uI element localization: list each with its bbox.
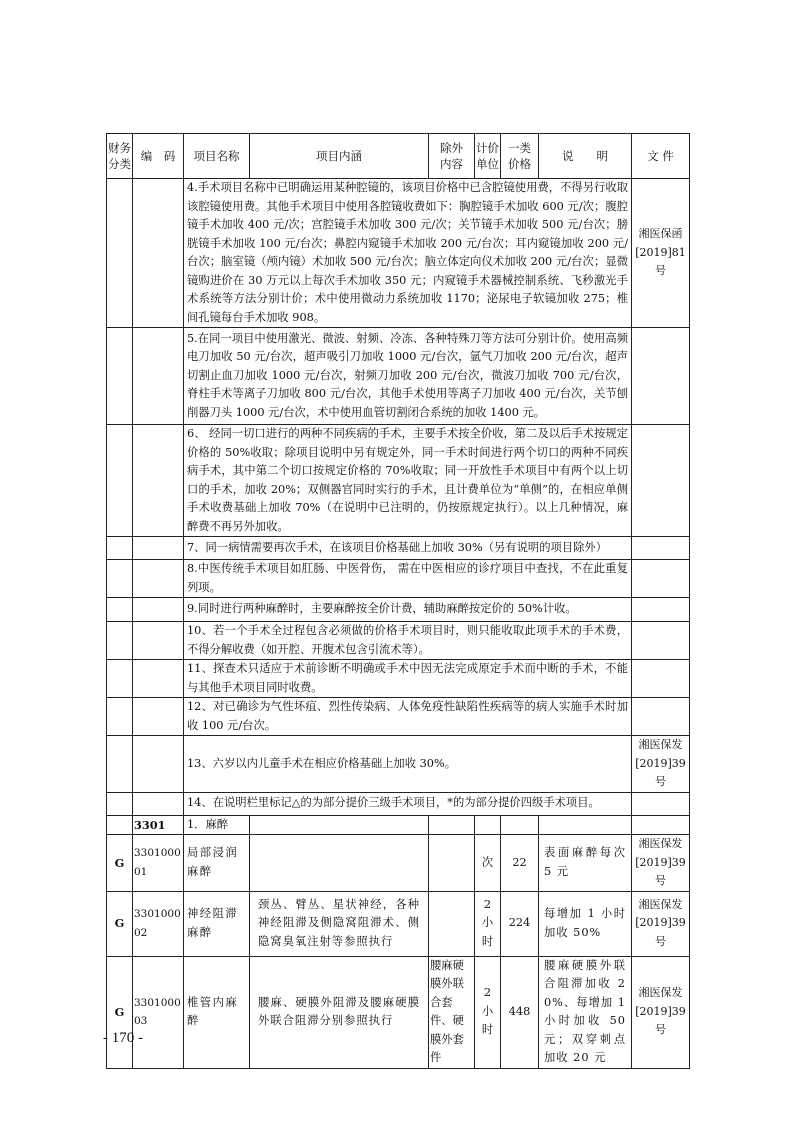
- item-code: 330100002: [133, 891, 184, 956]
- note-file: [632, 537, 690, 560]
- item-price: 224: [501, 891, 539, 956]
- note-text: 8.中医传统手术项目如肛肠、中医骨伤， 需在中医相应的诊疗项目中查找，不在此重复列项。: [184, 560, 632, 598]
- item-exclude: [429, 891, 475, 956]
- item-unit: 次: [475, 835, 501, 892]
- note-row: [107, 179, 690, 328]
- note-file: [632, 698, 690, 736]
- item-desc: 每增加 1 小时加收 50%: [539, 891, 632, 956]
- section-code: 3301: [133, 815, 184, 835]
- item-name: 局部浸润麻醉: [184, 835, 250, 892]
- table-row: [107, 956, 690, 1068]
- item-unit: 2 小时: [475, 891, 501, 956]
- header-cell: 文 件: [632, 134, 690, 179]
- price-table: [106, 133, 690, 1069]
- note-file: [632, 622, 690, 660]
- item-file: 湘医保发[2019]39号: [632, 835, 690, 892]
- header-cell: 项目名称: [184, 134, 250, 179]
- item-content: 腰麻、硬膜外阻滞及腰麻硬膜外联合阻滞分别参照执行: [250, 956, 429, 1068]
- section-row: [107, 815, 690, 835]
- item-content: [250, 835, 429, 892]
- note-text: 10、若一个手术全过程包含必须做的价格手术项目时，则只能收取此项手术的手术费，不得分解收费（如开腔、开腹术包含引流术等）。: [184, 622, 632, 660]
- note-row: [107, 560, 690, 598]
- note-row: [107, 792, 690, 815]
- note-text: 6、 经同一切口进行的两种不同疾病的手术，主要手术按全价收，第二及以后手术按规定价格的 50%收取；除项目说明中另有规定外，同一手术时间进行两个切口的两种不同疾病手术，其中第二个切口按规定价格的 70%收取；同一开放性手术项目中有两个以上切口的手术，加收 20%；双侧器官同时实行的手术，且计费单位为“单侧”的，在相应单侧手术收费基础上加收 70%（在说明中已注明的，仍按原规定执行）。以上几种情况，麻醉费不再另外加收。: [184, 425, 632, 537]
- table-header: [107, 134, 690, 179]
- note-file: [632, 328, 690, 425]
- note-row: [107, 736, 690, 793]
- table-row: [107, 835, 690, 892]
- note-file: [632, 425, 690, 537]
- item-name: 椎管内麻醉: [184, 956, 250, 1068]
- note-text: 14、在说明栏里标记△的为部分提价三级手术项目，*的为部分提价四级手术项目。: [184, 792, 632, 815]
- table-row: [107, 891, 690, 956]
- item-price: 22: [501, 835, 539, 892]
- note-file: 湘医保函[2019]81号: [632, 179, 690, 328]
- item-name: 神经阻滞麻醉: [184, 891, 250, 956]
- item-exclude: 腰麻硬膜外联合套件、硬膜外套件: [429, 956, 475, 1068]
- item-unit: 2 小时: [475, 956, 501, 1068]
- item-content: 颈丛、臂丛、星状神经，各种神经阻滞及侧隐窝阻滞术、侧隐窝臭氧注射等参照执行: [250, 891, 429, 956]
- item-file: 湘医保发[2019]39号: [632, 891, 690, 956]
- header-cell: 编 码: [133, 134, 184, 179]
- item-file: 湘医保发[2019]39号: [632, 956, 690, 1068]
- header-cell: 一类 价格: [501, 134, 539, 179]
- item-code: 330100001: [133, 835, 184, 892]
- note-file: [632, 598, 690, 622]
- item-price: 448: [501, 956, 539, 1068]
- item-exclude: [429, 835, 475, 892]
- item-desc: 表面麻醉每次 5 元: [539, 835, 632, 892]
- note-row: [107, 425, 690, 537]
- note-text: 4.手术项目名称中已明确运用某种腔镜的，该项目价格中已含腔镜使用费，不得另行收取该腔镜使用费。其他手术项目中使用各腔镜收费如下：胸腔镜手术加收 600 元/次；腹腔镜手术加收 400 元/次；宫腔镜手术加收 300 元/次；关节镜手术加收 500 元/台次；膀胱镜手术加收 100 元/台次；鼻腔内窥镜手术加收 200 元/台次；耳内窥镜加收 200 元/台次；脑室镜（颅内镜）术加收 500 元/台次；脑立体定向仪术加收 200 元/台次；显微镜购进价在 30 万元以上每次手术加收 350 元；内窥镜手术器械控制系统、飞秒激光手术系统等方法分别计价；术中使用微动力系统加收 1170；泌尿电子软镜加收 275；椎间孔镜每台手术加收 908。: [184, 179, 632, 328]
- note-row: [107, 622, 690, 660]
- note-file: [632, 560, 690, 598]
- note-text: 9.同时进行两种麻醉时，主要麻醉按全价计费，辅助麻醉按定价的 50%计收。: [184, 598, 632, 622]
- note-text: 12、对已确诊为气性坏疽、烈性传染病、人体免疫性缺陷性疾病等的病人实施手术时加收 100 元/台次。: [184, 698, 632, 736]
- header-cell: 计价 单位: [475, 134, 501, 179]
- section-name: 1．麻醉: [184, 815, 250, 835]
- note-file: [632, 792, 690, 815]
- note-row: [107, 537, 690, 560]
- header-cell: 除外 内容: [429, 134, 475, 179]
- header-cell: 项目内涵: [250, 134, 429, 179]
- item-desc: 腰麻硬膜外联合阻滞加收 20%、每增加 1 小时加收 50 元；双穿刺点加收 20 元: [539, 956, 632, 1068]
- note-row: [107, 328, 690, 425]
- category: G: [107, 835, 133, 892]
- note-row: [107, 660, 690, 698]
- category: G: [107, 956, 133, 1068]
- item-code: 330100003: [133, 956, 184, 1068]
- note-row: [107, 598, 690, 622]
- note-text: 11、探查术只适应于术前诊断不明确或手术中因无法完成原定手术而中断的手术，不能与其他手术项目同时收费。: [184, 660, 632, 698]
- note-text: 5.在同一项目中使用激光、微波、射频、冷冻、各种特殊刀等方法可分别计价。使用高频电刀加收 50 元/台次，超声吸引刀加收 1000 元/台次，氩气刀加收 200 元/台次，超声切割止血刀加收 1000 元/台次，射频刀加收 200 元/台次，微波刀加收 700 元/台次，脊柱手术等离子刀加收 800 元/台次，其他手术使用等离子刀加收 400 元/台次，关节刨削器刀头 1000 元/台次，术中使用血管切割闭合系统的加收 1400 元。: [184, 328, 632, 425]
- header-cell: 说 明: [539, 134, 632, 179]
- note-file: 湘医保发[2019]39号: [632, 736, 690, 793]
- note-file: [632, 660, 690, 698]
- category: G: [107, 891, 133, 956]
- page-number: - 170 -: [103, 1030, 143, 1046]
- header-cell: 财务 分类: [107, 134, 133, 179]
- note-text: 7、同一病情需要再次手术，在该项目价格基础上加收 30%（另有说明的项目除外）: [184, 537, 632, 560]
- note-text: 13、六岁以内儿童手术在相应价格基础上加收 30%。: [184, 736, 632, 793]
- note-row: [107, 698, 690, 736]
